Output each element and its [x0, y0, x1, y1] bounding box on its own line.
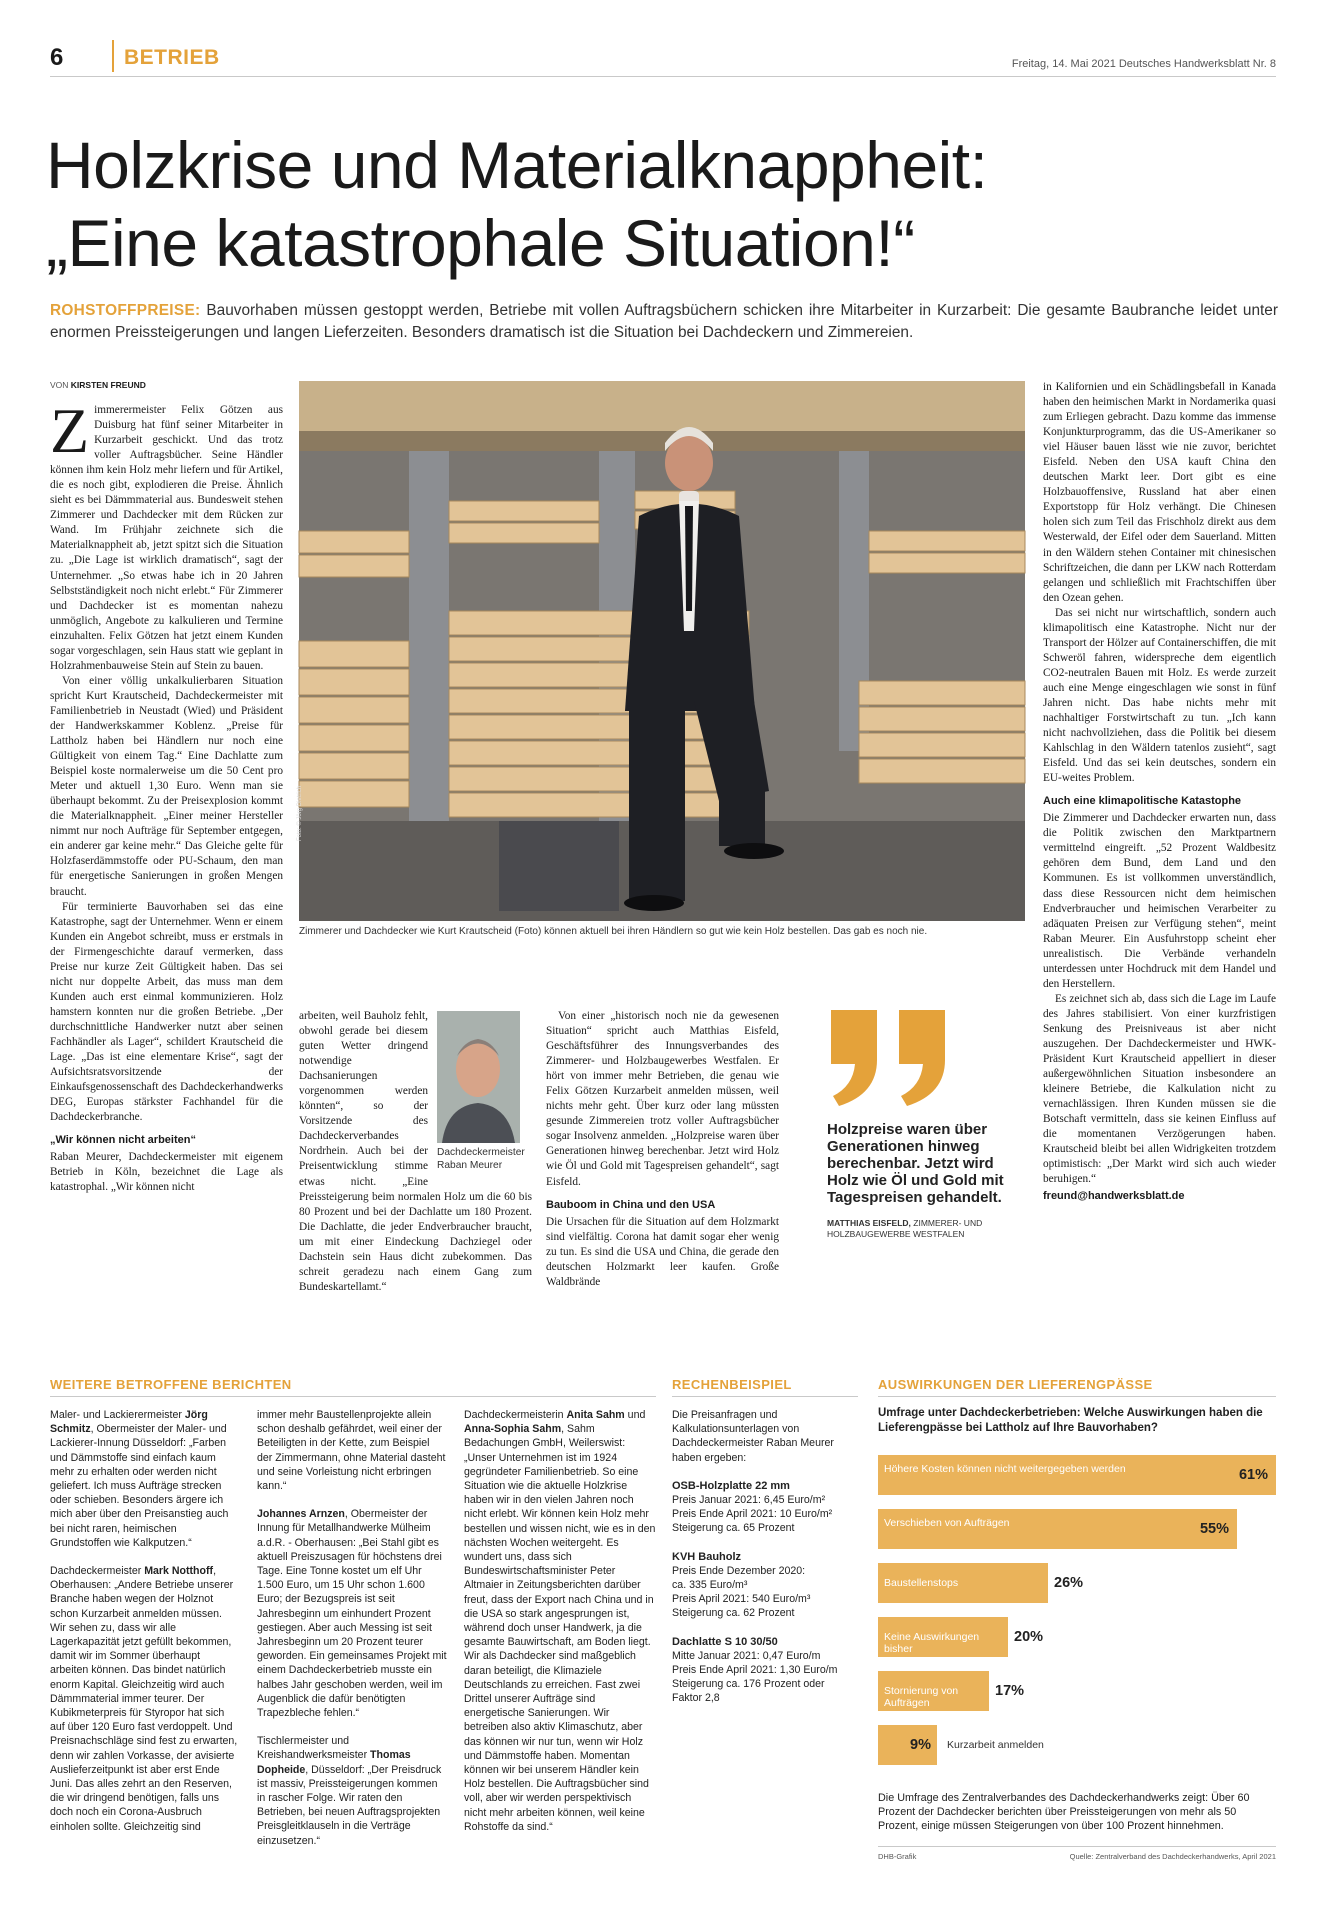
statement-name: Thomas Dopheide — [257, 1749, 411, 1776]
article-paragraph: in Kalifornien und ein Schädlingsbefall in Kanada haben den heimischen Markt in Nordamerika quasi zum Erliegen gebracht. Dazu komme das immense Konjunkturprogramm, das die US-Amerikaner so viel Häuser bauen lässt wie nie zuvor, berichtet Eisfeld. Neben den USA kauft China den deutschen Markt leer. Dort gibt es eine Holzbauoffensive, Russland hat aber einen Exportstopp für Holz verhängt. Die Chinesen holen sich zum Teil das Frischholz direkt aus dem Westerwald, der Eifel oder dem Sauerland. Mitten in den Wäldern stehen Container mit chinesischen Schriftzeichen, die dann per LKW nach Rotterdam gelangen und schließlich mit Frachtschiffen über den Ozean gehen. — [1043, 381, 1276, 604]
chart-bar-label: Stornierung von Aufträgen — [884, 1685, 959, 1709]
chart-graphic-credit: DHB-Grafik — [878, 1852, 917, 1861]
article-paragraph: Von einer „historisch noch nie da gewesenen Situation“ spricht auch Matthias Eisfeld, Geschäftsführer des Innungsverbandes des Zimmerer- und Holzbaugewerbes Westfalen. Er hört von immer mehr Betrieben, die genau wie Felix Götzen Kurzarbeit anmelden müssen, weil nichts mehr geht. Über kurz oder lang müssten gesunde Zimmereien trotz voller Auftragsbücher sogar Insolvenz anmelden. „Holzpreise waren über Generationen hinweg berechenbar. Jetzt wird Holz wie Öl und Gold mit Tagespreisen gehandelt“, sagt Eisfeld. — [546, 1010, 779, 1188]
rechen-item-line: Preis Januar 2021: 6,45 Euro/m² — [672, 1494, 826, 1507]
chart-value-label: 20% — [1014, 1629, 1044, 1645]
article-column-5 — [1043, 380, 1276, 1204]
lumber-warehouse-image — [299, 381, 1025, 921]
statement-name: Anita Sahm — [566, 1409, 625, 1421]
statement-name: Anna-Sophia Sahm — [464, 1423, 562, 1436]
chart-value-label: 9% — [910, 1737, 931, 1753]
statement — [464, 1408, 656, 1834]
rechen-item-line: ca. 335 Euro/m³ — [672, 1579, 748, 1592]
portrait-caption: Dachdeckermeister Raban Meurer — [437, 1147, 525, 1171]
lead — [50, 300, 1278, 344]
statement — [50, 1408, 238, 1550]
statement-name: Mark Notthoff — [144, 1565, 214, 1578]
rechen-item-line: Steigerung ca. 62 Prozent — [672, 1607, 795, 1620]
article-subheading: Bauboom in China und den USA — [546, 1198, 716, 1211]
rechen-item-line: Steigerung ca. 176 Prozent oder — [672, 1678, 825, 1691]
issue-info: Freitag, 14. Mai 2021 Deutsches Handwerksblatt Nr. 8 — [1011, 58, 1276, 70]
statement-prefix: Dachdeckermeisterin — [464, 1409, 567, 1421]
statement: immer mehr Baustellenprojekte allein schon deshalb gefährdet, weil einer der Beteiligten in der Kette, zum Beispiel der Zimmermann, ohne Material dasteht und seine Vorleistung nicht erbringen kann.“ — [257, 1409, 446, 1493]
headline-line-1: Holzkrise und Materialknappheit: — [46, 128, 988, 202]
rechen-item-line: Preis Ende April 2021: 10 Euro/m² — [672, 1508, 833, 1521]
chart — [878, 1455, 1276, 1775]
box-rechen-rule — [672, 1396, 858, 1397]
header-divider — [112, 40, 114, 72]
article-subheading: Auch eine klimapolitische Katastophe — [1043, 795, 1242, 808]
rechen-item-line: Mitte Januar 2021: 0,47 Euro/m — [672, 1649, 821, 1662]
chart-bar — [878, 1509, 1237, 1549]
rechen-item-line: Preis April 2021: 540 Euro/m³ — [672, 1593, 811, 1606]
rechen-item-name: Dachlatte S 10 30/50 — [672, 1635, 778, 1648]
pullquote — [827, 1008, 1027, 1240]
section-label: BETRIEB — [124, 46, 220, 69]
rechen-item — [672, 1479, 858, 1536]
statement-text: , Oberhausen: „Andere Betriebe unserer Branche haben wegen der Holznot schon Kurzarbeit anmelden müssen. Wir sehen zu, dass wir alle Lagerkapazität jetzt gefüllt bekommen, damit wir im Sommer überhaupt arbeiten können. Das bindet natürlich enorm Kapital. Gleichzeitig wird auch Dämmmaterial immer teurer. Der Kubikmeterpreis für Styropor hat sich auf über 120 Euro fast verdoppelt. Und Preisnachschläge sind fest zu erwarten, denn wir zahlen Vorkasse, der avisierte Auslieferzeitpunkt ist aber erst Ende Juni. Das alles zehrt an den Reserven, die wir dringend benötigen, falls uns doch noch ein Corona-Ausbruch einholen sollte. Gleichzeitig sind — [50, 1565, 238, 1833]
main-photo — [299, 381, 1025, 921]
pullquote-author: MATTHIAS EISFELD, — [827, 1218, 911, 1228]
chart-value-label: 55% — [1199, 1521, 1229, 1537]
chart-footer-rule — [878, 1846, 1276, 1847]
chart-title: Umfrage unter Dachdeckerbetrieben: Welche Auswirkungen haben die Lieferengpässe bei Lattholz auf Ihre Bauvorhaben? — [878, 1407, 1263, 1434]
drop-cap: Z — [50, 395, 90, 466]
statement-text: , Sahm Bedachungen GmbH, Weilerswist: „Unser Unternehmen ist im 1924 gegründeter Familienbetrieb. So eine Situation wie die aktuelle Holzkrise haben wir in den vielen Jahren noch nicht erlebt. Wir können kein Holz mehr bestellen und wissen nicht, wie es in den nächsten Wochen weitergeht. Es wundert uns, dass sich Bundeswirtschaftsminister Peter Altmaier in Zeitungsberichten darüber freut, dass der Export nach China und in die USA so stark angesprungen ist, während doch unser Handwerk, ja die gesamte Bauwirtschaft, am Boden liegt. Wir als Dachdecker sind maßgeblich daran beteiligt, die Klimaziele Deutschlands zu erreichen. Fast zwei Drittel unserer Aufträge sind energetische Sanierungen. Wir betreiben also aktiv Klimaschutz, aber das können wir nur tun, wenn wir Holz und Dämmstoffe haben. Momentan können wir bei unserem Händler kein Holz bestellen. Die Auftragsbücher sind voll, aber wir werden perspektivisch nicht mehr arbeiten können, weil keine Rohstoffe da sind.“ — [464, 1423, 656, 1833]
photo-credit: Foto: © Jörg Dietrich — [297, 785, 303, 841]
article-paragraph: Von einer völlig unkalkulierbaren Situation spricht Kurt Krautscheid, Dachdeckermeister mit Familienbetrieb in Neustadt (Wied) und Präsident der Handwerkskammer Koblenz. „Preise für Lattholz haben bei Händlern nur noch eine Gültigkeit von einem Tag.“ Eine Dachlatte zum Beispiel koste normalerweise um die 50 Cent pro Meter und aktuell 1,30 Euro. Wenn man sie überhaupt bekommt. Zu der Preisexplosion kommt die Materialknappheit. „Einer meiner Hersteller nimmt nur noch Aufträge für September entgegen, ein anderer gar keine mehr.“ Das Gleiche gelte für Holzfaserdämmstoffe oder PU-Schaum, den man für energetische Sanierungen in großen Mengen braucht. — [50, 674, 283, 898]
statement-prefix: Dachdeckermeister — [50, 1565, 145, 1578]
pullquote-author-role: ZIMMERER- UND HOLZBAUGEWERBE WESTFALEN — [827, 1218, 983, 1239]
statement-name: Jörg Schmitz — [50, 1409, 208, 1436]
rechen-item-name: OSB-Holzplatte 22 mm — [672, 1479, 790, 1492]
statement — [257, 1734, 447, 1848]
box-weitere-col-2 — [257, 1408, 447, 1862]
headline — [46, 126, 1276, 282]
rechen-item-name: KVH Bauholz — [672, 1550, 742, 1563]
header-rule — [50, 76, 1276, 77]
box-rechen-title: RECHENBEISPIEL — [672, 1377, 792, 1392]
statement-text: , Obermeister der Innung für Metallhandwerke Mülheim a.d.R. - Oberhausen: „Bei Stahl gibt es aktuell Preiszusagen für höchstens drei Tage. Eine Tonne kostet um elf Uhr 1.500 Euro, um 15 Uhr schon 1.600 Euro; der Bezugspreis ist seit Jahresbeginn um einhundert Prozent gestiegen. Aber auch Messing ist seit Jahresbeginn um 20 Prozent teurer geworden. Ein gemeinsames Projekt mit einem Dachdeckerbetrieb musste ein halbes Jahr geschoben werden, weil im Augenblick die dafür benötigten Trapezbleche fehlen.“ — [257, 1508, 447, 1720]
chart-box-title: AUSWIRKUNGEN DER LIEFERENGPÄSSE — [878, 1377, 1153, 1392]
pullquote-text: Holzpreise waren über Generationen hinweg berechenbar. Jetzt wird Holz wie Öl und Gold mit Tagespreisen gehandelt. — [827, 1121, 1004, 1206]
statement — [50, 1564, 238, 1834]
statement-name: Johannes Arnzen — [257, 1508, 345, 1521]
chart-value-label: 61% — [1238, 1467, 1268, 1483]
lead-kicker: ROHSTOFFPREISE: — [50, 302, 201, 319]
headline-line-2: „Eine katastrophale Situation!“ — [46, 206, 915, 280]
chart-bar-label: Verschieben von Aufträgen — [884, 1517, 1010, 1529]
rechen-item — [672, 1635, 858, 1706]
article-paragraph: Raban Meurer, Dachdeckermeister mit eigenem Betrieb in Köln, bezeichnet die Lage als katastrophal. „Wir können nicht — [50, 1151, 283, 1194]
article-paragraph: Für terminierte Bauvorhaben sei das eine Katastrophe, sagt der Unternehmer. Wenn er einem Kunden ein Angebot schreibt, muss er erstmals in der Firmengeschichte darauf vermerken, dass Preise nur kurze Zeit Gültigkeit haben. Das sei nicht nur doppelte Arbeit, das muss man dem Kunden auch erst einmal kommunizieren. Holz hamstern konnten nur die großen Betriebe. „Der durchschnittliche Handwerker nutzt aber seinen Fachhändler als Lager“, schildert Krautscheid die Lage. „Das ist eine elementare Krise“, sagt der Aufsichtsratsvorsitzende der Einkaufsgenossenschaft des Dachdeckerhandwerks DEG, Europas stärkster Fachhandel für die Dachdeckerbranche. — [50, 900, 283, 1124]
chart-note: Die Umfrage des Zentralverbandes des Dachdeckerhandwerks zeigt: Über 60 Prozent der Dachdecker berichten über Preissteigerungen von mehr als 50 Prozent, einige müssen Steigerungen von über 100 Prozent hinnehmen. — [878, 1792, 1250, 1832]
chart-source: Quelle: Zentralverband des Dachdeckerhandwerks, April 2021 — [1069, 1852, 1276, 1861]
chart-bar — [878, 1455, 1276, 1495]
article-subheading: „Wir können nicht arbeiten“ — [50, 1134, 196, 1147]
box-weitere-title: WEITERE BETROFFENE BERICHTEN — [50, 1377, 292, 1392]
statement-text: und — [624, 1409, 646, 1421]
article-paragraph: Die Zimmerer und Dachdecker erwarten nun, dass die Politik zwischen den Marktpartnern vermittelnd eingreift. „52 Prozent Waldbesitz gehören dem Bund, dem Land und den Kommunen. Es ist vollkommen unverständlich, dass diese Ressourcen nicht dem heimischen Endverbraucher und heimischen Verarbeiter zu adäquaten Preisen zur Verfügung stehen“, meint Raban Meurer. Ein Ausfuhrstopp scheint eher unrealistisch. Die Verbände verhandeln unterdessen unter Hochdruck mit dem Handel und den Herstellern. — [1043, 812, 1276, 990]
article-paragraph: arbeiten, weil Bauholz fehlt, obwohl gerade bei diesem guten Wetter dringend notwendige Dachsanierungen vorgenommen werden könnten“, so der Vorsitzende des Dachdeckerverbandes Nordrhein. Auch bei der Preisentwicklung stimme etwas nicht. „Eine Preissteigerung beim normalen Holz um die 60 bis 80 Prozent und bei der Dachlatte um 180 Prozent. Die Dachlatte, die jeder Endverbraucher braucht, um mit einer Eindeckung Dachziegel oder Dachstein sein Haus dicht zubekommen. Das schreit geradezu nach einem Gang zum Bundeskartellamt.“ — [299, 1010, 532, 1293]
box-weitere-col-1 — [50, 1408, 238, 1848]
statement-prefix: Maler- und Lackierermeister — [50, 1409, 185, 1421]
photo-caption: Zimmerer und Dachdecker wie Kurt Krautscheid (Foto) können aktuell bei ihren Händlern so gut wie kein Holz bestellen. Das gab es noch nie. — [299, 926, 928, 937]
rechen-item-line: Preis Ende April 2021: 1,30 Euro/m — [672, 1664, 838, 1677]
article-paragraph: Die Ursachen für die Situation auf dem Holzmarkt sind vielfältig. Corona hat damit sogar eher wenig zu tun. Es sind die USA und China, die gerade den deutschen Holzmarkt leer kaufen. Große Waldbrände — [546, 1215, 779, 1288]
article-column-1 — [50, 395, 283, 1195]
article-paragraph: Das sei nicht nur wirtschaftlich, sondern auch klimapolitisch eine Katastrophe. Nicht nur der Transport der Hölzer auf Containerschiffen, die mit Schweröl fahren, widerspreche dem eigentlich CO2-neutralen Bauen mit Holz. Es werde zurzeit auch eine Menge eingeschlagen wie sonst in fünf Jahren nicht. Das habe nichts mehr mit nachhaltiger Forstwirtschaft zu tun. „Ich kann nicht nachvollziehen, dass die Politik bei diesem Kahlschlag in den Wäldern tatenlos zusieht“, sagt Eisfeld. Und das sei kein deutsches, sondern ein EU-weites Problem. — [1043, 606, 1276, 785]
rechen-items — [672, 1479, 858, 1706]
statement-text: , Obermeister der Maler- und Lackierer-Innung Düsseldorf: „Farben und Dämmstoffe sind einfach kaum mehr zu erhalten oder werden nicht geliefert. Ich muss Aufträge strecken oder schieben. Besonders ärgere ich mich aber über den Preisanstieg auch bei nicht raren, heimischen Grundstoffen wie Kalkputzen.“ — [50, 1423, 229, 1549]
article-paragraph: Es zeichnet sich ab, dass sich die Lage im Laufe des Jahres stabilisiert. Von einer kurzfristigen Senkung des Preisniveaus ist aber nicht auszugehen. Der Dachdeckermeister und HWK-Präsident Kurt Krautscheid appelliert in dieser außergewöhnlichen Situation insbesondere an kleinere Betriebe, die Kalkulation nicht zu vernachlässigen. Ihren Kunden müssen sie die Botschaft vermitteln, dass sie keinen Einfluss auf die momentanen Verzögerungen haben. Krautscheid bleibt bei allen Widrigkeiten trotzdem optimistisch: „Der Markt wird sich auch wieder beruhigen.“ — [1043, 992, 1276, 1186]
chart-bar-label: Baustellenstops — [884, 1577, 959, 1589]
chart-value-label: 26% — [1054, 1575, 1084, 1591]
statement — [257, 1507, 447, 1720]
rechen-intro: Die Preisanfragen und Kalkulationsunterlagen von Dachdeckermeister Raban Meurer haben ergeben: — [672, 1409, 834, 1464]
statement-prefix: Tischlermeister und Kreishandwerksmeister — [257, 1735, 371, 1762]
statement-text: , Düsseldorf: „Der Preisdruck ist massiv, Preissteigerungen kommen in rascher Folge. Wir raten den Betrieben, bei neuen Auftragsprojekten Preisgleitklauseln in die Verträge einzusetzen.“ — [257, 1763, 442, 1847]
author-email[interactable]: freund@handwerksblatt.de — [1043, 1190, 1185, 1203]
page-number: 6 — [50, 44, 64, 71]
byline-prefix: VON — [50, 380, 69, 390]
box-rechen-body — [672, 1408, 858, 1720]
chart-box-rule — [878, 1396, 1276, 1397]
lead-text: Bauvorhaben müssen gestoppt werden, Betriebe mit vollen Auftragsbüchern schicken ihre Mitarbeiter in Kurzarbeit: Die gesamte Baubranche leidet unter enormen Preissteigerungen und langen Lieferzeiten. Besonders dramatisch ist die Situation bei Dachdeckern und Zimmereien. — [50, 302, 1278, 341]
rechen-item-line: Steigerung ca. 65 Prozent — [672, 1522, 795, 1535]
article-paragraph: immerermeister Felix Götzen aus Duisburg hat fünf seiner Mitarbeiter in Kurzarbeit geschickt. Und das trotz voller Auftragsbücher. Seine Händler können ihm kein Holz mehr liefern und für Artikel, die es noch gibt, explodieren die Preise. Ähnlich sieht es bei Dämmmaterial aus. Bundesweit stehen Zimmerer und Dachdecker mit dem Rücken zur Wand. Im Frühjahr zeichnete sich die Materialknappheit ab, jetzt spitzt sich die Situation zu. „Die Lage ist wirklich dramatisch“, sagt der Unternehmer. „So etwas habe ich in 20 Jahren Selbstständigkeit noch nicht erlebt.“ Für Zimmerer und Dachdecker ist es momentan nahezu unmöglich, Angebote zu kalkulieren und Termine einzuhalten. Felix Götzen hat jetzt einem Kunden sogar vorgeschlagen, sein Haus statt wie geplant in Holzrahmenbauweise Stein auf Stein zu bauen. — [50, 404, 283, 672]
chart-bar-label: Keine Auswirkungen bisher — [884, 1631, 980, 1655]
pullquote-attribution — [827, 1218, 1027, 1240]
rechen-item-line: Faktor 2,8 — [672, 1692, 720, 1705]
box-weitere-col-3 — [464, 1408, 656, 1848]
article-column-2 — [299, 1009, 532, 1295]
chart-bar-label: Höhere Kosten können nicht weitergegeben werden — [884, 1463, 1126, 1475]
byline — [50, 380, 146, 390]
rechen-item — [672, 1550, 858, 1621]
chart-value-label: 17% — [995, 1683, 1025, 1699]
byline-author: KIRSTEN FREUND — [70, 380, 146, 390]
quote-marks-icon — [827, 1008, 955, 1108]
chart-bar-label: Kurzarbeit anmelden — [947, 1739, 1044, 1751]
article-column-3 — [546, 1009, 779, 1290]
rechen-item-line: Preis Ende Dezember 2020: — [672, 1564, 806, 1577]
box-weitere-rule — [50, 1396, 656, 1397]
